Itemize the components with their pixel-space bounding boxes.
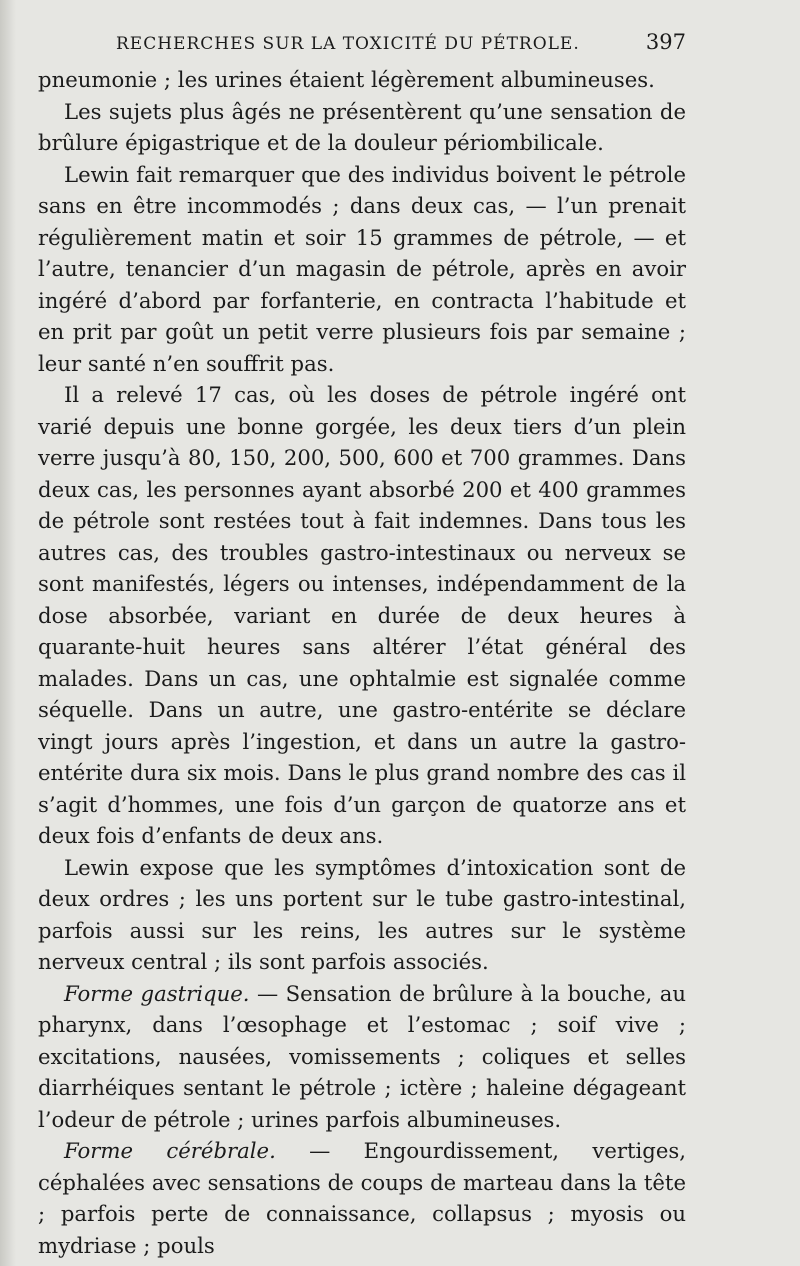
- paragraph: [38, 159, 686, 380]
- running-title: RECHERCHES SUR LA TOXICITÉ DU PÉTROLE.: [116, 34, 580, 54]
- page-number: 397: [645, 30, 686, 54]
- section-label-cerebral: Forme cérébrale.: [64, 1138, 276, 1163]
- paragraph: [38, 96, 686, 159]
- paragraph-text: pneumonie ; les urines étaient légèrement albumineuses.: [38, 67, 655, 92]
- paragraph-text: Lewin expose que les symptômes d’intoxication sont de deux ordres ; les uns portent sur le tube gastro-intestinal, parfois aussi sur les reins, les autres sur le système nerveux central ; ils sont parfois associés.: [38, 854, 686, 974]
- page-header: [116, 30, 686, 60]
- paragraph: [38, 978, 686, 1136]
- paragraph-continuation: [38, 64, 686, 96]
- paragraph-text: Lewin fait remarquer que des individus boivent le pétrole sans en être incommodés ; dans deux cas, — l’un prenait régulièrement matin et soir 15 grammes de pétrole, — et l’autre, tenancier d’un magasin de pétrole, après en avoir ingéré d’abord par forfanterie, en contracta l’habitude et en prit par goût un petit verre plusieurs fois par semaine ; leur santé n’en souffrit pas.: [38, 161, 686, 376]
- body-text: [38, 64, 686, 1261]
- page-edge: [0, 0, 16, 1266]
- paragraph: [38, 852, 686, 978]
- paragraph-text: Les sujets plus âgés ne présentèrent qu’une sensation de brûlure épigastrique et de la douleur périombilicale.: [38, 98, 686, 155]
- paragraph-text: — Sensation de brûlure à la bouche, au pharynx, dans l’œsophage et l’estomac ; soif vive ; excitations, nausées, vomissements ; coliques et selles diarrhéiques sentant le pétrole ; ictère ; haleine dégageant l’odeur de pétrole ; urines parfois albumineuses.: [38, 980, 687, 1132]
- paragraph-text: Il a relevé 17 cas, où les doses de pétrole ingéré ont varié depuis une bonne gorgée, les deux tiers d’un plein verre jusqu’à 80, 150, 200, 500, 600 et 700 grammes. Dans deux cas, les personnes ayant absorbé 200 et 400 grammes de pétrole sont restées tout à fait indemnes. Dans tous les autres cas, des troubles gastro-intestinaux ou nerveux se sont manifestés, légers ou intenses, indépendamment de la dose absorbée, variant en durée de deux heures à quarante-huit heures sans altérer l’état général des malades. Dans un cas, une ophtalmie est signalée comme séquelle. Dans un autre, une gastro-entérite se déclare vingt jours après l’ingestion, et dans un autre la gastro-entérite dura six mois. Dans le plus grand nombre des cas il s’agit d’hommes, une fois d’un garçon de quatorze ans et deux fois d’enfants de deux ans.: [38, 382, 686, 848]
- section-label-gastric: Forme gastrique.: [64, 980, 250, 1006]
- paragraph: [38, 379, 686, 852]
- paragraph-text: — Engourdissement, vertiges, céphalées avec sensations de coups de marteau dans la tête ; parfois perte de connaissance, collapsus ; myosis ou mydriase ; pouls: [38, 1138, 686, 1258]
- paragraph: [38, 1135, 686, 1261]
